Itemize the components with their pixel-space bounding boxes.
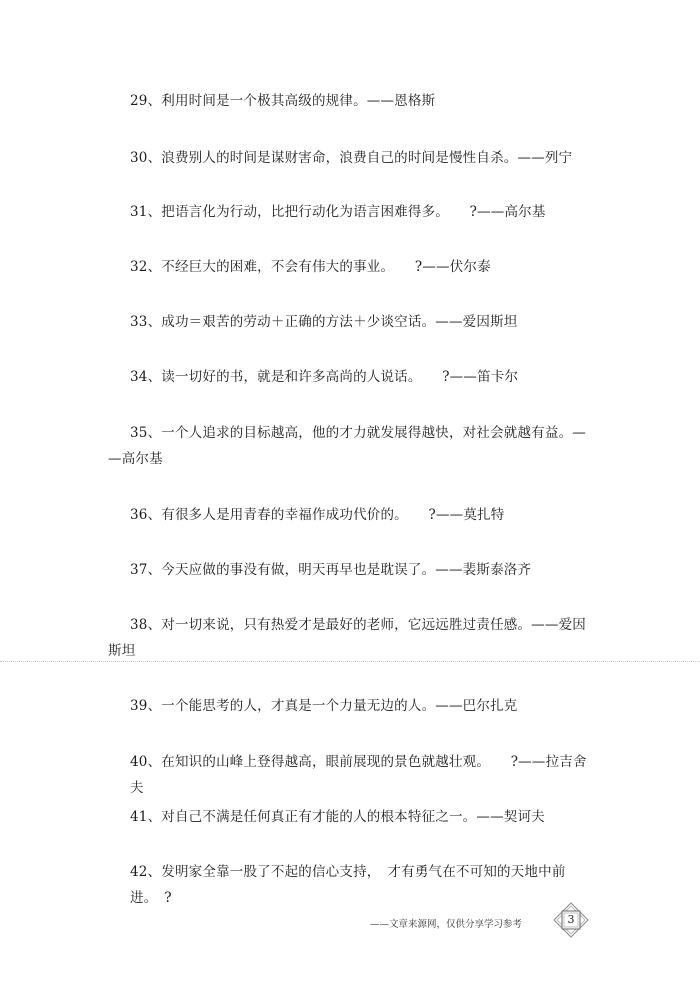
footer-source-note: ——文章来源网，仅供分享学习参考 (370, 919, 523, 930)
quote-37 (130, 557, 600, 583)
quote-line: 36、有很多人是用青春的幸福作成功代价的。 ?——莫扎特 (130, 507, 505, 523)
quote-38 (108, 612, 600, 664)
quote-36 (130, 502, 600, 528)
quote-39 (130, 693, 600, 719)
quote-line: 29、利用时间是一个极其高级的规律。——恩格斯 (130, 93, 436, 109)
quote-40 (130, 749, 600, 801)
quote-line: 37、今天应做的事没有做，明天再早也是耽误了。——裴斯泰洛齐 (130, 562, 532, 578)
quote-line: 41、对自己不满是任何真正有才能的人的根本特征之一。——契诃夫 (130, 809, 545, 825)
quote-line: 31、把语言化为行动，比把行动化为语言困难得多。 ?——高尔基 (130, 204, 546, 220)
quote-line: 34、读一切好的书，就是和许多高尚的人说话。 ?——笛卡尔 (130, 369, 519, 385)
quote-33 (130, 309, 600, 335)
quote-line: 40、在知识的山峰上登得越高，眼前展现的景色就越壮观。 ?——拉吉舍夫 (130, 754, 587, 796)
quote-42 (130, 859, 600, 911)
quote-30 (130, 145, 600, 171)
quote-line: 33、成功＝艰苦的劳动＋正确的方法＋少谈空话。——爱因斯坦 (130, 314, 518, 330)
quote-34 (130, 364, 600, 390)
quote-31 (130, 199, 600, 225)
quote-line-continued: 斯坦 (108, 643, 136, 659)
quote-41 (130, 804, 600, 830)
quote-line: 32、不经巨大的困难，不会有伟大的事业。 ?——伏尔泰 (130, 259, 491, 275)
page-number: 3 (567, 913, 575, 926)
quote-line: 30、浪费别人的时间是谋财害命，浪费自己的时间是慢性自杀。——列宁 (130, 150, 573, 166)
quote-line: 38、对一切来说，只有热爱才是最好的老师，它远远胜过责任感。——爱因 (130, 617, 586, 633)
page-divider (0, 661, 700, 662)
quote-line: 39、一个能思考的人，才真是一个力量无边的人。——巴尔扎克 (130, 698, 518, 714)
quote-32 (130, 254, 600, 280)
quote-line: 42、发明家全靠一股了不起的信心支持， 才有勇气在不可知的天地中前进。 ? (130, 864, 566, 906)
quote-line: 35、一个人追求的目标越高，他的才力就发展得越快，对社会就越有益。— (130, 425, 586, 441)
quote-line-continued: —高尔基 (108, 451, 163, 467)
page-number-badge (553, 902, 589, 938)
quote-29 (130, 88, 600, 114)
quote-35 (108, 420, 600, 472)
